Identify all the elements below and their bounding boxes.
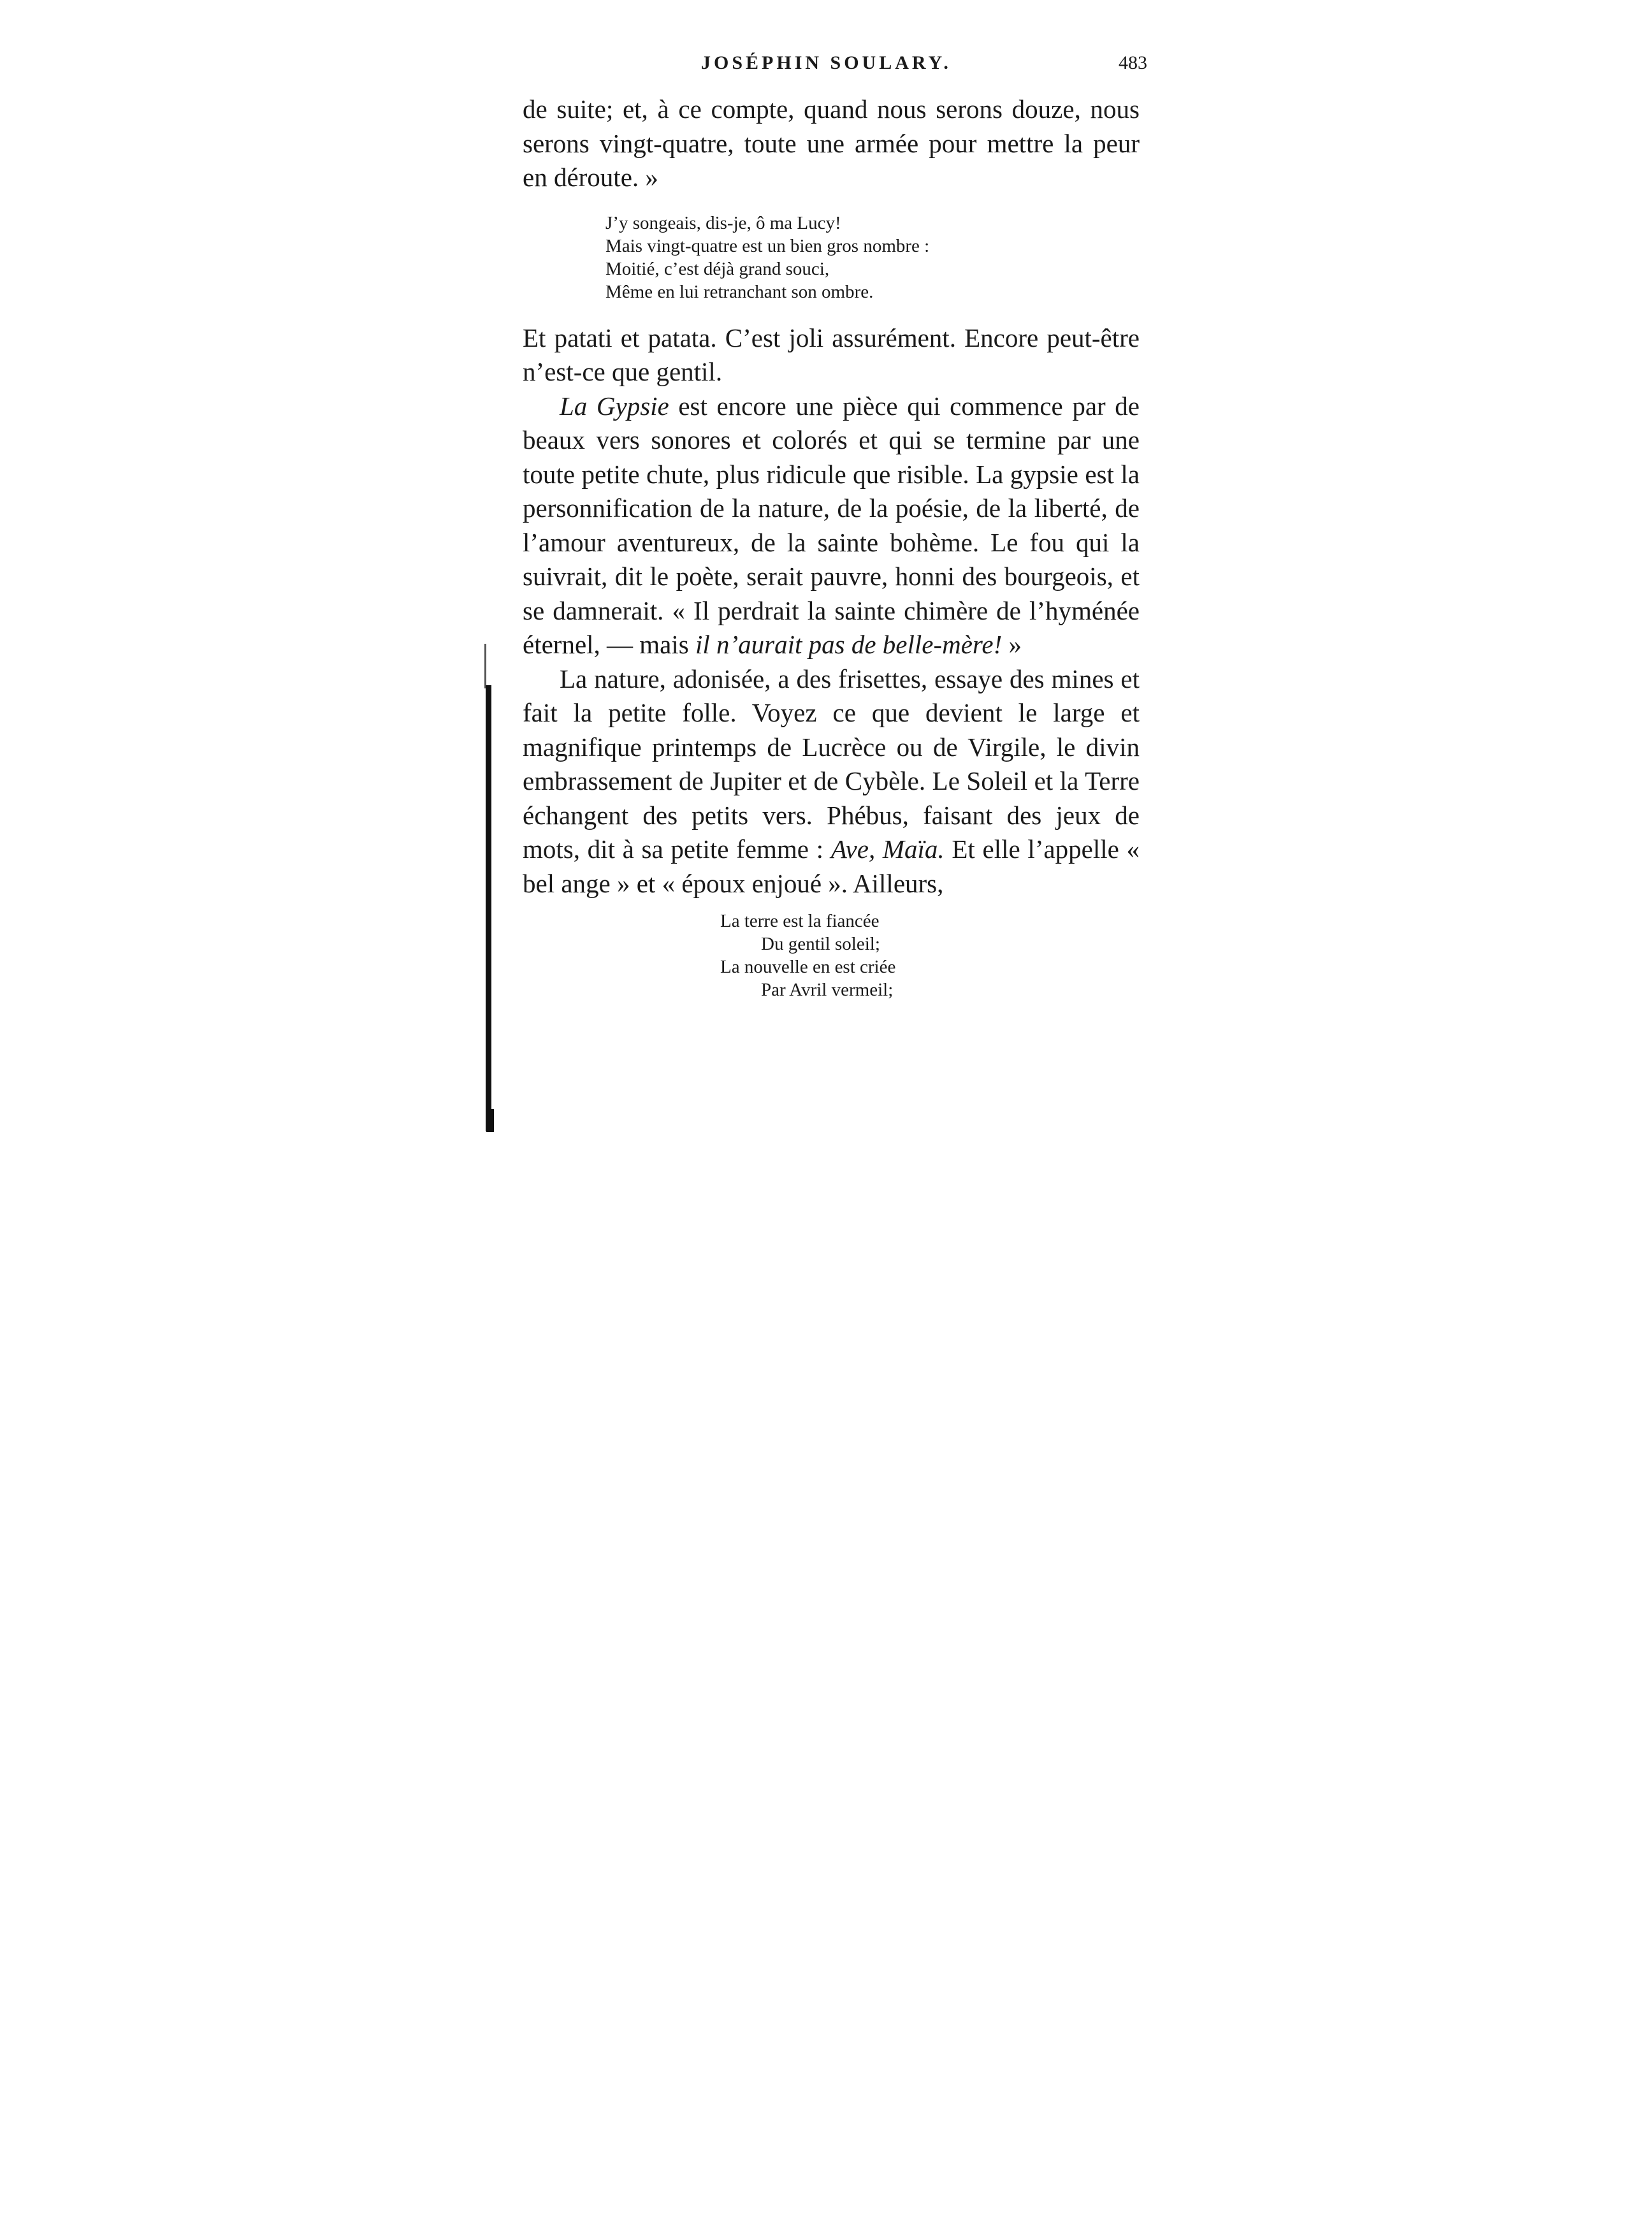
verse-line: Du gentil soleil; [761, 934, 880, 954]
work-title-la-gypsie: La Gypsie [560, 391, 669, 421]
verse-quote-terre [523, 910, 1140, 1001]
verse-line: La nouvelle en est criée [720, 957, 896, 977]
closing-guillemet: » [1002, 630, 1022, 659]
quote-belle-mere: il n’aurait pas de belle-mère! [695, 630, 1003, 659]
margin-scan-bar-end [486, 1109, 494, 1132]
paragraph-la-nature [523, 662, 1140, 901]
body-text [523, 92, 1140, 1001]
verse-line: J’y songeais, dis-je, ô ma Lucy! [605, 212, 841, 233]
paragraph-patati: Et patati et patata. C’est joli assurément. Encore peut-être n’est-ce que gentil. [523, 323, 1140, 386]
paragraph-text: est encore une pièce qui commence par de beaux vers sonores et colorés et qui se termine par une toute petite chute, plus ridicule que risible. La gypsie est la personnification de la nature, de la poésie, de la liberté, de l’amour aventureux, de la sainte bohème. Le fou qui la suivrait, dit le poète, serait pauvre, honni des bourgeois, et se damnerait. « Il perdrait la sainte chimère de l’hyménée éternel, — mais [523, 391, 1140, 659]
margin-mark-thin [484, 644, 486, 688]
paragraph-continuation: de suite; et, à ce compte, quand nous serons douze, nous serons vingt-quatre, toute une armée pour mettre la peur en déroute. » [523, 94, 1140, 192]
verse-line: Par Avril vermeil; [761, 980, 894, 1000]
running-title: JOSÉPHIN SOULARY. [701, 52, 952, 73]
verse-line: Moitié, c’est déjà grand souci, [605, 258, 830, 279]
quote-ave-maia: Ave, Maïa. [830, 834, 945, 864]
verse-line: Mais vingt-quatre est un bien gros nombre : [605, 235, 930, 256]
paragraph-text-end: Et elle l’appelle « bel ange » et « époux enjoué ». Ailleurs, [523, 834, 1140, 898]
verse-line: Même en lui retranchant son ombre. [605, 281, 874, 302]
verse-line: La terre est la fiancée [720, 911, 880, 931]
running-head [523, 52, 1147, 91]
paragraph-la-gypsie [523, 389, 1140, 662]
verse-quote-lucy [523, 212, 1140, 303]
paragraph-text: La nature, adonisée, a des frisettes, essaye des mines et fait la petite folle. Voyez ce que devient le large et magnifique printemps de Lucrèce ou de Virgile, le divin embrassement de Jupiter et de Cybèle. Le Soleil et la Terre échangent des petits vers. Phébus, faisant des jeux de mots, dit à sa petite femme : [523, 664, 1140, 864]
margin-scan-bar [486, 685, 491, 1131]
page-number: 483 [1119, 52, 1147, 73]
